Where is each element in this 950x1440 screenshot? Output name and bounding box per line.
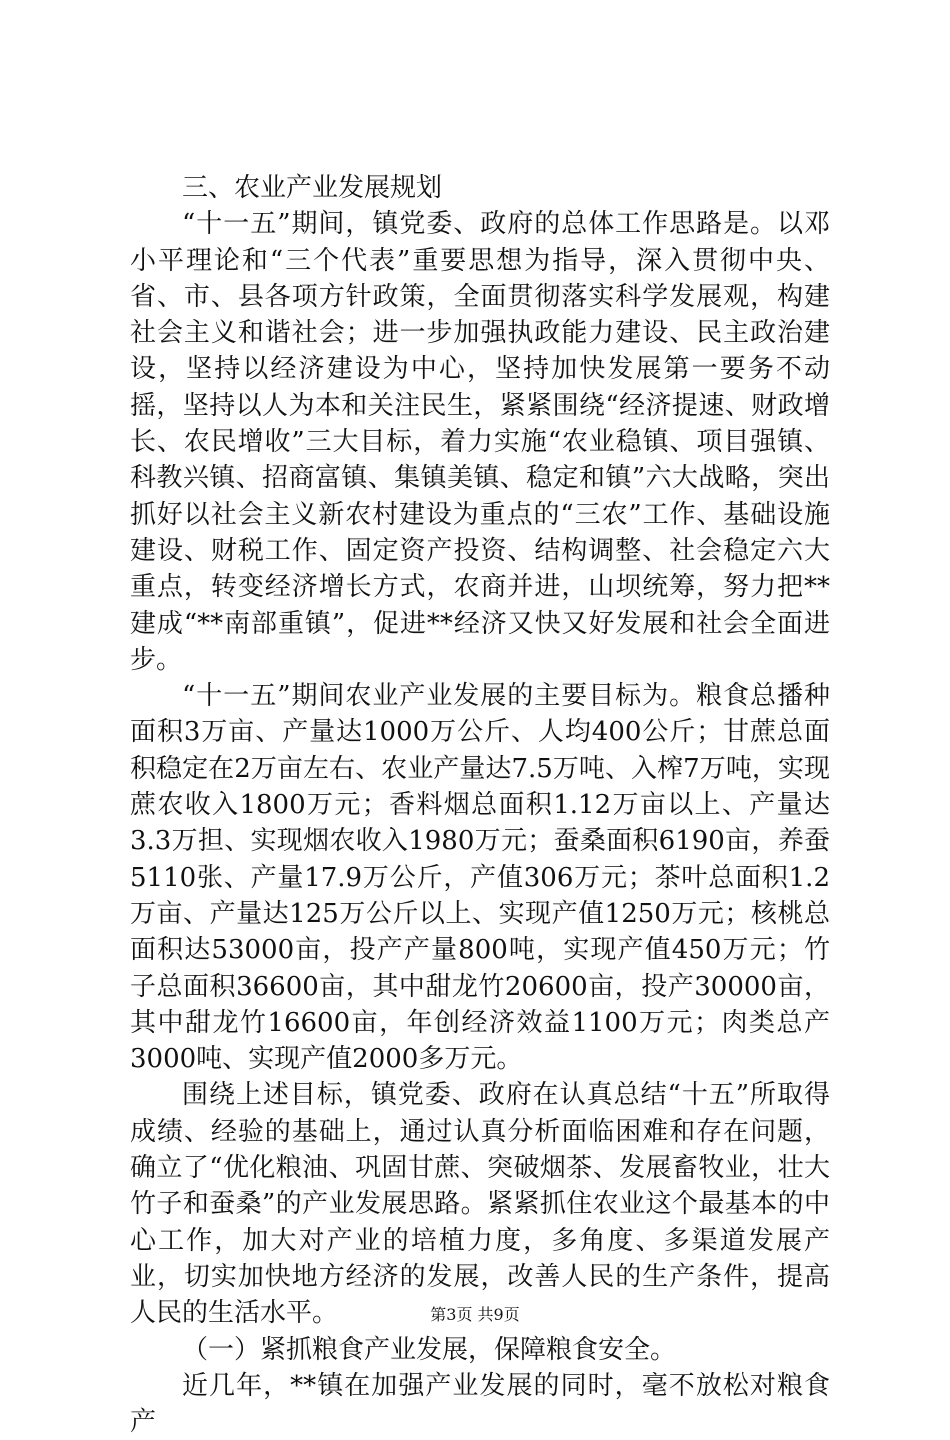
document-body	[130, 170, 830, 1440]
section-heading: 三、农业产业发展规划	[182, 173, 443, 203]
paragraph-development-strategy: 围绕上述目标，镇党委、政府在认真总结“十五”所取得成绩、经验的基础上，通过认真分析面临困难和存在问题，确立了“优化粮油、巩固甘蔗、突破烟茶、发展畜牧业，壮大竹子和蚕桑”的产业发展思路。紧紧抓住农业这个最基本的中心工作，加大对产业的培植力度，多角度、多渠道发展产业，切实加快地方经济的发展，改善人民的生产条件，提高人民的生活水平。	[130, 1080, 830, 1329]
paragraph-grain-intro: 近几年，**镇在加强产业发展的同时，毫不放松对粮食产	[130, 1370, 830, 1438]
paragraph-work-approach: “十一五”期间，镇党委、政府的总体工作思路是。以邓小平理论和“三个代表”重要思想为指导，深入贯彻中央、省、市、县各项方针政策，全面贯彻落实科学发展观，构建社会主义和谐社会；进一步加强执政能力建设、民主政治建设，坚持以经济建设为中心，坚持加快发展第一要务不动摇，坚持以人为本和关注民生，紧紧围绕“经济提速、财政增长、农民增收”三大目标，着力实施“农业稳镇、项目强镇、科教兴镇、招商富镇、集镇美镇、稳定和镇”六大战略，突出抓好以社会主义新农村建设为重点的“三农”工作、基础设施建设、财税工作、固定资产投资、结构调整、社会稳定六大重点，转变经济增长方式，农商并进，山坝统筹，努力把**建成“**南部重镇”，促进**经济又快又好发展和社会全面进步。	[130, 209, 830, 675]
subsection-heading: （一）紧抓粮食产业发展，保障粮食安全。	[182, 1334, 677, 1365]
page-number-footer: 第3页 共9页	[430, 1305, 520, 1324]
paragraph-main-targets: “十一五”期间农业产业发展的主要目标为。粮食总播种面积3万亩、产量达1000万公斤、人均400公斤；甘蔗总面积稳定在2万亩左右、农业产量达7.5万吨、入榨7万吨，实现蔗农收入1800万元；香料烟总面积1.12万亩以上、产量达3.3万担、实现烟农收入1980万元；蚕桑面积6190亩，养蚕5110张、产量17.9万公斤，产值306万元；茶叶总面积1.2万亩、产量达125万公斤以上、实现产值1250万元；核桃总面积达53000亩，投产产量800吨，实现产值450万元；竹子总面积36600亩，其中甜龙竹20600亩，投产30000亩，其中甜龙竹16600亩，年创经济效益1100万元；肉类总产3000吨、实现产值2000多万元。	[130, 681, 830, 1075]
